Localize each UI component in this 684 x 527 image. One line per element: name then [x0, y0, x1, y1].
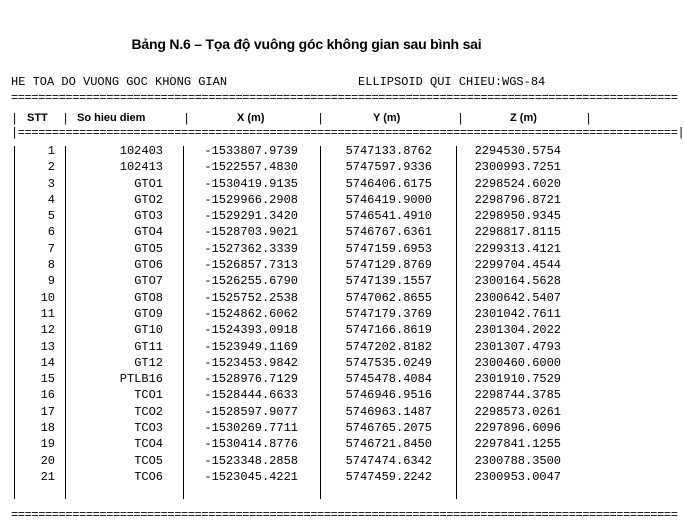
row-stt: 12 [40, 323, 55, 338]
row-x: -1530269.7711 [204, 421, 298, 436]
row-point-id: GTO3 [134, 209, 163, 224]
table-caption: Bảng N.6 – Tọa độ vuông góc không gian sau bình sai [131, 36, 482, 52]
table-row [11, 159, 561, 175]
row-z: 2298796.8721 [474, 192, 561, 207]
row-stt: 16 [40, 388, 55, 403]
row-z: 2300953.0047 [474, 469, 561, 484]
table-row [11, 469, 561, 485]
top-rule: ================================================================================================== [11, 91, 678, 105]
table-row [11, 208, 561, 224]
table-row [11, 290, 561, 306]
row-z: 2298524.6020 [474, 176, 561, 191]
header-bar-4: | [457, 112, 465, 126]
table-row [11, 339, 561, 355]
row-point-id: GTO8 [134, 290, 163, 305]
row-z: 2300788.3500 [474, 453, 561, 468]
row-stt: 8 [47, 258, 55, 273]
row-stt: 19 [40, 437, 55, 452]
row-y: 5747166.8619 [345, 323, 432, 338]
table-row [11, 257, 561, 273]
row-stt: 20 [40, 453, 55, 468]
row-z: 2297841.1255 [474, 437, 561, 452]
row-x: -1524393.0918 [204, 323, 298, 338]
row-stt: 9 [47, 274, 55, 289]
row-stt: 5 [47, 209, 55, 224]
row-point-id: GTO6 [134, 258, 163, 273]
row-stt: 11 [40, 306, 55, 321]
row-y: 5747597.9336 [345, 160, 432, 175]
table-row [11, 273, 561, 289]
row-point-id: GTO4 [134, 225, 163, 240]
row-x: -1530414.8776 [204, 437, 298, 452]
row-stt: 3 [47, 176, 55, 191]
row-point-id: TCO1 [134, 388, 163, 403]
row-z: 2299704.4544 [474, 258, 561, 273]
row-z: 2301304.2022 [474, 323, 561, 338]
row-x: -1528444.6633 [204, 388, 298, 403]
row-point-id: GTO7 [134, 274, 163, 289]
row-x: -1523949.1169 [204, 339, 298, 354]
row-point-id: GTO2 [134, 192, 163, 207]
row-x: -1522557.4830 [204, 160, 298, 175]
row-y: 5746767.6361 [345, 225, 432, 240]
row-point-id: TCO3 [134, 421, 163, 436]
coordinates-table-body [11, 143, 561, 485]
row-x: -1523045.4221 [204, 469, 298, 484]
row-point-id: GT12 [134, 355, 163, 370]
row-y: 5746419.9000 [345, 192, 432, 207]
row-point-id: GTO9 [134, 306, 163, 321]
row-y: 5747133.8762 [345, 144, 432, 158]
header-stt: STT [27, 112, 48, 124]
row-stt: 18 [40, 421, 55, 436]
row-y: 5745478.4084 [345, 372, 432, 387]
row-z: 2294530.5754 [474, 144, 561, 158]
row-stt: 4 [47, 192, 55, 207]
header-bar-2: | [183, 112, 191, 126]
row-z: 2301307.4793 [474, 339, 561, 354]
table-row [11, 143, 561, 159]
ellipsoid-label: ELLIPSOID QUI CHIEU:WGS-84 [358, 75, 546, 89]
row-y: 5747202.8182 [345, 339, 432, 354]
row-stt: 13 [40, 339, 55, 354]
row-stt: 2 [47, 160, 55, 175]
row-x: -1524862.6062 [204, 306, 298, 321]
row-y: 5747459.2242 [345, 469, 432, 484]
row-stt: 1 [47, 144, 55, 158]
coordinate-system-label: HE TOA DO VUONG GOC KHONG GIAN [11, 75, 228, 89]
header-bar-left: | [11, 112, 19, 126]
row-stt: 15 [40, 372, 55, 387]
row-x: -1527362.3339 [204, 241, 298, 256]
row-point-id: GTO5 [134, 241, 163, 256]
row-x: -1526857.7313 [204, 258, 298, 273]
row-y: 5747139.1557 [345, 274, 432, 289]
row-y: 5746963.1487 [345, 404, 432, 419]
row-x: -1523348.2858 [204, 453, 298, 468]
table-row [11, 436, 561, 452]
row-point-id: 102413 [119, 160, 163, 175]
row-x: -1526255.6790 [204, 274, 298, 289]
table-row [11, 306, 561, 322]
row-point-id: GTO1 [134, 176, 163, 191]
header-bar-3: | [317, 112, 325, 126]
table-row [11, 420, 561, 436]
row-x: -1530419.9135 [204, 176, 298, 191]
row-x: -1529291.3420 [204, 209, 298, 224]
row-point-id: TCO6 [134, 469, 163, 484]
row-point-id: TCO2 [134, 404, 163, 419]
row-z: 2300642.5407 [474, 290, 561, 305]
row-z: 2298817.8115 [474, 225, 561, 240]
row-y: 5747129.8769 [345, 258, 432, 273]
table-row [11, 371, 561, 387]
row-point-id: PTLB16 [119, 372, 163, 387]
table-row [11, 322, 561, 338]
header-rule: |=================================================================================================| [11, 126, 684, 140]
row-x: -1528703.9021 [204, 225, 298, 240]
row-y: 5747179.3769 [345, 306, 432, 321]
table-row [11, 355, 561, 371]
table-row [11, 224, 561, 240]
table-row [11, 192, 561, 208]
row-stt: 17 [40, 404, 55, 419]
row-y: 5746721.8450 [345, 437, 432, 452]
row-point-id: 102403 [119, 144, 163, 158]
row-y: 5746946.9516 [345, 388, 432, 403]
row-stt: 10 [40, 290, 55, 305]
row-y: 5746765.2075 [345, 421, 432, 436]
header-z: Z (m) [510, 112, 537, 124]
table-row [11, 453, 561, 469]
row-y: 5747062.8655 [345, 290, 432, 305]
table-row [11, 176, 561, 192]
row-point-id: TCO5 [134, 453, 163, 468]
row-z: 2298950.9345 [474, 209, 561, 224]
row-stt: 14 [40, 355, 55, 370]
row-x: -1528597.9077 [204, 404, 298, 419]
row-z: 2300164.5628 [474, 274, 561, 289]
header-x: X (m) [237, 112, 265, 124]
row-point-id: GT10 [134, 323, 163, 338]
row-z: 2299313.4121 [474, 241, 561, 256]
row-point-id: GT11 [134, 339, 163, 354]
row-z: 2297896.6096 [474, 421, 561, 436]
row-z: 2301042.7611 [474, 306, 561, 321]
row-y: 5747535.0249 [345, 355, 432, 370]
row-point-id: TCO4 [134, 437, 163, 452]
row-y: 5746541.4910 [345, 209, 432, 224]
table-row [11, 404, 561, 420]
row-stt: 21 [40, 469, 55, 484]
coordinates-table [11, 143, 561, 485]
row-stt: 7 [47, 241, 55, 256]
row-x: -1528976.7129 [204, 372, 298, 387]
bottom-rule: ================================================================================================== [11, 508, 678, 522]
row-y: 5747474.6342 [345, 453, 432, 468]
row-x: -1523453.9842 [204, 355, 298, 370]
row-z: 2298744.3785 [474, 388, 561, 403]
row-y: 5746406.6175 [345, 176, 432, 191]
header-bar-right: | [585, 112, 593, 126]
header-name: So hieu diem [77, 112, 146, 124]
header-bar-1: | [62, 112, 70, 126]
row-z: 2301910.7529 [474, 372, 561, 387]
header-y: Y (m) [373, 112, 401, 124]
row-z: 2300460.6000 [474, 355, 561, 370]
coordinate-system-header [11, 75, 591, 89]
row-stt: 6 [47, 225, 55, 240]
row-y: 5747159.6953 [345, 241, 432, 256]
table-row [11, 241, 561, 257]
row-x: -1533807.9739 [204, 144, 298, 158]
row-x: -1525752.2538 [204, 290, 298, 305]
row-z: 2298573.0261 [474, 404, 561, 419]
table-row [11, 387, 561, 403]
row-z: 2300993.7251 [474, 160, 561, 175]
row-x: -1529966.2908 [204, 192, 298, 207]
